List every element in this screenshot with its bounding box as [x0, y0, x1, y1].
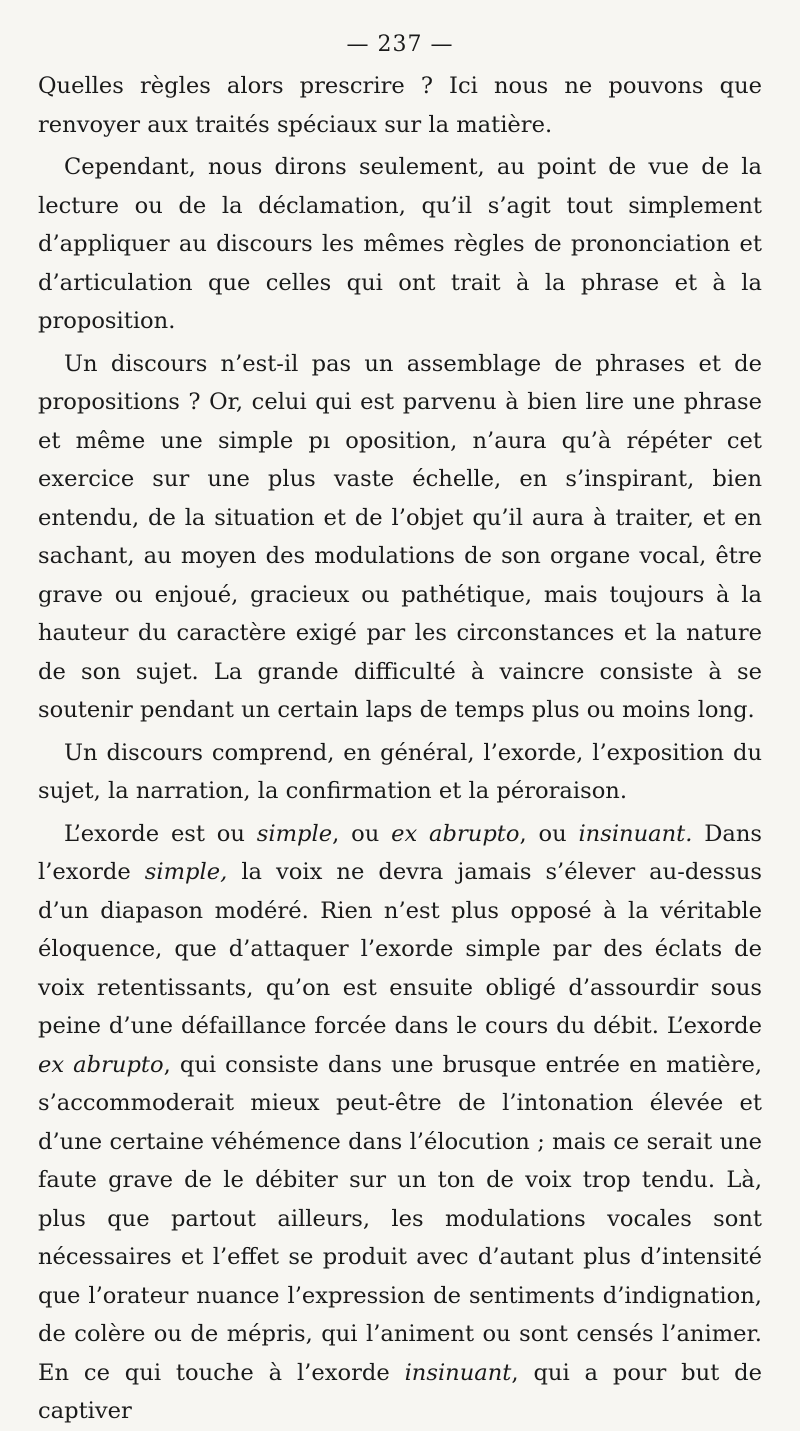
paragraph: [38, 345, 762, 730]
text-run: Un discours n’est-il pas un assemblage de phrases et de propositions ? Or, celui qui est parvenu à bien lire une phrase et même une simple pı oposition, n’aura qu’à répéter cet exercice sur une plus vaste échelle, en s’inspirant, bien entendu, de la situation et de l’objet qu’il aura à traiter, et en sachant, au moyen des modulations de son organe vocal, être grave ou enjoué, gracieux ou pathétique, mais toujours à la hauteur du caractère exigé par les circonstances et la nature de son sujet. La grande difficulté à vaincre consiste à se soutenir pendant un certain laps de temps plus ou moins long.: [38, 350, 762, 723]
text-run: , qui a pour but de captiver: [38, 1359, 762, 1424]
paragraph: [38, 815, 762, 1431]
text-run: L’exorde est ou: [64, 820, 257, 847]
italic-term: simple: [256, 820, 333, 847]
italic-term: ex abrupto: [391, 820, 520, 847]
text-run: , qui consiste dans une brusque entrée en matière, s’accommoderait mieux peut-être de l’intonation élevée et d’une certaine véhémence dans l’élocution ; mais ce serait une faute grave de le débiter sur un ton de voix trop tendu. Là, plus que partout ailleurs, les modulations vocales sont nécessaires et l’effet se produit avec d’autant plus d’intensité que l’orateur nuance l’expression de sentiments d’indignation, de colère ou de mépris, qui l’animent ou sont censés l’animer. En ce qui touche à l’exorde: [38, 1051, 762, 1386]
text-run: Quelles règles alors prescrire ? Ici nous ne pouvons que renvoyer aux traités spéciaux sur la matière.: [38, 73, 762, 138]
text-run: la voix ne devra jamais s’élever au-dessus d’un diapason modéré. Rien n’est plus opposé à la véritable éloquence, que d’attaquer l’exorde simple par des éclats de voix retentissants, qu’on est ensuite obligé d’assourdir sous peine d’une défaillance forcée dans le cours du débit. L’exorde: [38, 859, 762, 1039]
text-run: , ou: [519, 820, 579, 847]
italic-term: insinuant.: [578, 820, 693, 847]
page-body: [38, 67, 762, 1431]
italic-term: insinuant: [404, 1359, 512, 1386]
page-number: — 237 —: [346, 32, 454, 57]
italic-term: ex abrupto: [38, 1051, 164, 1078]
italic-term: simple,: [144, 859, 228, 885]
text-run: , ou: [332, 820, 392, 847]
paragraph: [38, 148, 762, 341]
text-run: Un discours comprend, en général, l’exorde, l’exposition du sujet, la narration, la confirmation et la péroraison.: [38, 739, 762, 804]
paragraph: [38, 734, 762, 811]
text-run: Cependant, nous dirons seulement, au point de vue de la lecture ou de la déclamation, qu’il s’agit tout simplement d’appliquer au discours les mêmes règles de prononciation et d’articulation que celles qui ont trait à la phrase et à la proposition.: [38, 154, 762, 334]
text-run: Dans l’exorde: [38, 820, 762, 885]
paragraph: [38, 67, 762, 144]
